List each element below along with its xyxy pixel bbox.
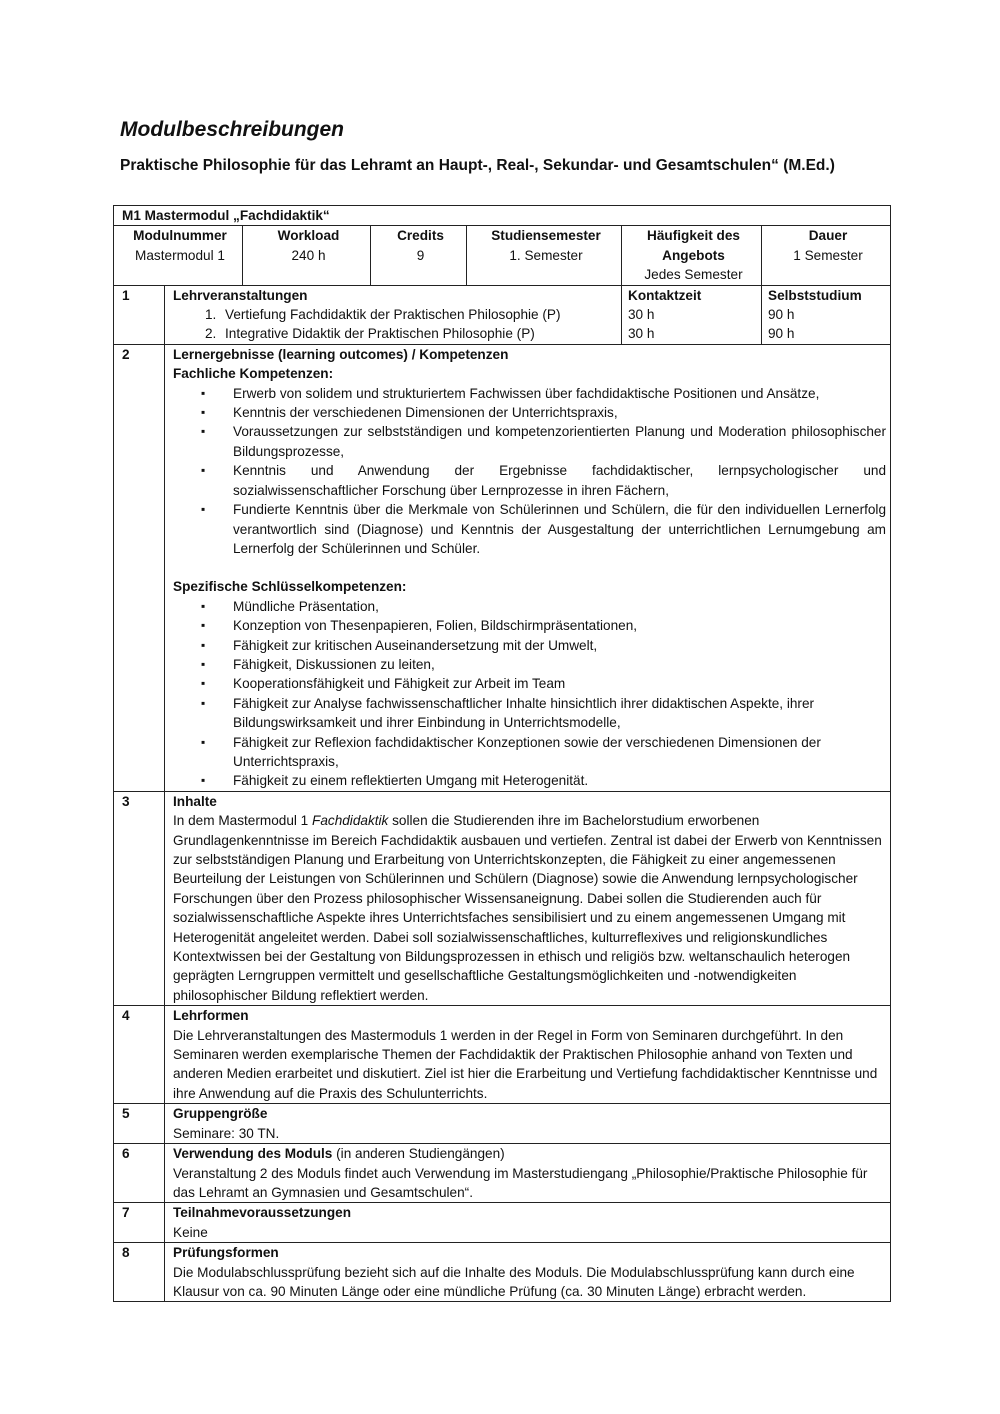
list-item: ▪ Fähigkeit zu einem reflektierten Umgang mit Heterogenität. — [233, 771, 886, 790]
label-haeufigkeit-2: Angebots — [662, 247, 725, 263]
section-number: 1 — [114, 285, 165, 344]
section-text: Veranstaltung 2 des Moduls findet auch Verwendung im Masterstudiengang „Philosophie/Praktische Philosophie für das Lehramt an Gymnasien und Gesamtschulen“. — [173, 1165, 868, 1200]
schluesselkompetenzen-list — [173, 597, 886, 791]
list-item: 1. Vertiefung Fachdidaktik der Praktischen Philosophie (P) — [205, 307, 561, 323]
label-dauer: Dauer — [808, 228, 848, 244]
cell-modulnummer — [114, 226, 243, 285]
label-modulnummer: Modulnummer — [133, 228, 227, 244]
section-8-content — [165, 1243, 891, 1302]
subsection-heading: Spezifische Schlüsselkompetenzen: — [173, 579, 407, 595]
list-item: ▪ Erwerb von solidem und strukturiertem Fachwissen über fachdidaktische Positionen und Ansätze, — [233, 384, 886, 403]
section-number: 5 — [114, 1104, 165, 1144]
cell-credits — [371, 226, 467, 285]
module-table — [113, 205, 891, 1302]
section-heading: Lehrveranstaltungen — [173, 287, 308, 303]
cell-dauer — [762, 226, 891, 285]
kontaktzeit-cell — [622, 285, 762, 344]
kontaktzeit-heading: Kontaktzeit — [628, 287, 702, 303]
list-item: ▪ Kenntnis der verschiedenen Dimensionen der Unterrichtspraxis, — [233, 403, 886, 422]
section-text: In dem Mastermodul 1 Fachdidaktik sollen die Studierenden ihre im Bachelorstudium erworbenen Grundlagenkenntnisse im Bereich Fachdidaktik ausbauen und vertiefen. Zentral ist dabei der Erwerb von Kenntnissen zur selbstständigen Planung und Erarbeitung von Unterrichtskonzepten, die Fähigkeit zu einer angemessenen Beurteilung der Leistungen von Schülerinnen und Schülern (Diagnose) sowie die Anwendung lernpsychologischer Forschungen über den Prozess philosophischer Wissensaneignung. Dabei sollen die Studierenden auch für sozialwissenschaftliche Aspekte ihres Unterrichtsfaches sensibilisiert und zu einem angemessenen Umgang mit Heterogenität angeleitet werden. Dabei soll sozialwissenschaftliches, kulturreflexives und religionskundliches Kontextwissen bei der Gestaltung von Bildungsprozessen in ethisch und religiös bzw. weltanschaulich heterogen geprägten Lerngruppen vermittelt und gesellschaftliche Gestaltungsmöglichkeiten und -notwendigkeiten philosophischer Bildung reflektiert werden. — [173, 813, 882, 1003]
section-text: Keine — [173, 1224, 208, 1240]
value-modulnummer: Mastermodul 1 — [135, 247, 225, 263]
cell-haeufigkeit — [622, 226, 762, 285]
value-dauer: 1 Semester — [793, 247, 863, 263]
selbststudium-value: 90 h — [768, 326, 795, 342]
selbststudium-value: 90 h — [768, 307, 795, 323]
section-3-content — [165, 791, 891, 1005]
list-item: ▪ Fundierte Kenntnis über die Merkmale von Schülerinnen und Schülern, die für den individuellen Lernerfolg verantwortlich sind (Diagnose) und Kenntnis der Ausgestaltung der unterrichtlichen Lernumgebung am Lernerfolg der Schülerinnen und Schüler. — [233, 500, 886, 558]
section-heading: Verwendung des Moduls (in anderen Studiengängen) — [173, 1146, 505, 1162]
course-list — [173, 305, 617, 344]
kontaktzeit-value: 30 h — [628, 326, 655, 342]
section-heading: Gruppengröße — [173, 1106, 268, 1122]
list-item: ▪ Kenntnis und Anwendung der Ergebnisse fachdidaktischer, lernpsychologischer und sozialwissenschaftlicher Forschung über Lernprozesse in ihren Fächern, — [233, 461, 886, 500]
list-item: ▪ Fähigkeit, Diskussionen zu leiten, — [233, 655, 886, 674]
section-heading: Prüfungsformen — [173, 1245, 279, 1261]
section-2-content — [165, 344, 891, 791]
section-2-row — [114, 344, 891, 791]
section-heading: Teilnahmevoraussetzungen — [173, 1205, 352, 1221]
list-item: ▪ Fähigkeit zur Reflexion fachdidaktischer Konzeptionen sowie der verschiedenen Dimensionen der Unterrichtspraxis, — [233, 733, 886, 772]
section-5-content — [165, 1104, 891, 1144]
section-number: 4 — [114, 1006, 165, 1104]
kontaktzeit-value: 30 h — [628, 307, 655, 323]
section-7-row — [114, 1203, 891, 1243]
section-4-content — [165, 1006, 891, 1104]
cell-studiensemester — [467, 226, 622, 285]
section-6-content — [165, 1144, 891, 1203]
module-header-row — [114, 206, 891, 226]
list-item: ▪ Fähigkeit zur kritischen Auseinandersetzung mit der Umwelt, — [233, 636, 886, 655]
section-number: 3 — [114, 791, 165, 1005]
selbststudium-heading: Selbststudium — [768, 287, 862, 303]
value-workload: 240 h — [291, 247, 326, 263]
list-item: 2. Integrative Didaktik der Praktischen Philosophie (P) — [205, 326, 535, 342]
list-item: ▪ Kooperationsfähigkeit und Fähigkeit zur Arbeit im Team — [233, 674, 886, 693]
section-heading: Lehrformen — [173, 1008, 249, 1024]
label-workload: Workload — [277, 228, 340, 244]
list-item: ▪ Voraussetzungen zur selbstständigen und kompetenzorientierten Planung und Moderation philosophischer Bildungsprozesse, — [233, 422, 886, 461]
list-item: ▪ Fähigkeit zur Analyse fachwissenschaftlicher Inhalte hinsichtlich ihrer didaktischen Aspekte, ihrer Bildungswirksamkeit und ihrer Einbindung in Unterrichtsmodelle, — [233, 694, 886, 733]
section-4-row — [114, 1006, 891, 1104]
section-5-row — [114, 1104, 891, 1144]
selbststudium-cell — [762, 285, 891, 344]
subsection-heading: Fachliche Kompetenzen: — [173, 366, 334, 382]
page-subtitle: Praktische Philosophie für das Lehramt an Haupt-, Real-, Sekundar- und Gesamtschulen“ (M.Ed.) — [120, 157, 835, 174]
section-heading: Inhalte — [173, 793, 217, 809]
section-number: 6 — [114, 1144, 165, 1203]
section-1-content — [165, 285, 622, 344]
section-number: 8 — [114, 1243, 165, 1302]
section-text: Seminare: 30 TN. — [173, 1125, 280, 1141]
label-haeufigkeit-1: Häufigkeit des — [647, 228, 740, 244]
value-haeufigkeit: Jedes Semester — [644, 267, 743, 283]
module-info-row — [114, 226, 891, 285]
fachliche-kompetenzen-list — [173, 384, 886, 559]
section-number: 7 — [114, 1203, 165, 1243]
cell-workload — [243, 226, 371, 285]
page-title: Modulbeschreibungen — [120, 118, 345, 141]
list-item: ▪ Mündliche Präsentation, — [233, 597, 886, 616]
section-number: 2 — [114, 344, 165, 791]
section-text: Die Modulabschlussprüfung bezieht sich auf die Inhalte des Moduls. Die Modulabschlussprüfung kann durch eine Klausur von ca. 90 Minuten Länge oder eine mündliche Prüfung (ca. 30 Minuten Länge) erbracht werden. — [173, 1264, 855, 1299]
section-7-content — [165, 1203, 891, 1243]
value-credits: 9 — [416, 247, 425, 263]
label-credits: Credits — [397, 228, 444, 244]
value-studiensemester: 1. Semester — [509, 247, 583, 263]
module-header: M1 Mastermodul „Fachdidaktik“ — [114, 206, 891, 226]
section-8-row — [114, 1243, 891, 1302]
section-3-row — [114, 791, 891, 1005]
section-text: Die Lehrveranstaltungen des Mastermoduls 1 werden in der Regel in Form von Seminaren durchgeführt. In den Seminaren werden exemplarische Themen der Fachdidaktik der Praktischen Philosophie anhand von Texten und anderen Medien erarbeitet und diskutiert. Ziel ist hier die Erarbeitung und Vertiefung fachdidaktischer Kenntnisse und ihre Anwendung auf die Praxis des Schulunterrichts. — [173, 1027, 878, 1101]
section-heading: Lernergebnisse (learning outcomes) / Kompetenzen — [173, 346, 509, 362]
section-6-row — [114, 1144, 891, 1203]
label-studiensemester: Studiensemester — [491, 228, 601, 244]
list-item: ▪ Konzeption von Thesenpapieren, Folien, Bildschirmpräsentationen, — [233, 616, 886, 635]
section-1-row — [114, 285, 891, 344]
